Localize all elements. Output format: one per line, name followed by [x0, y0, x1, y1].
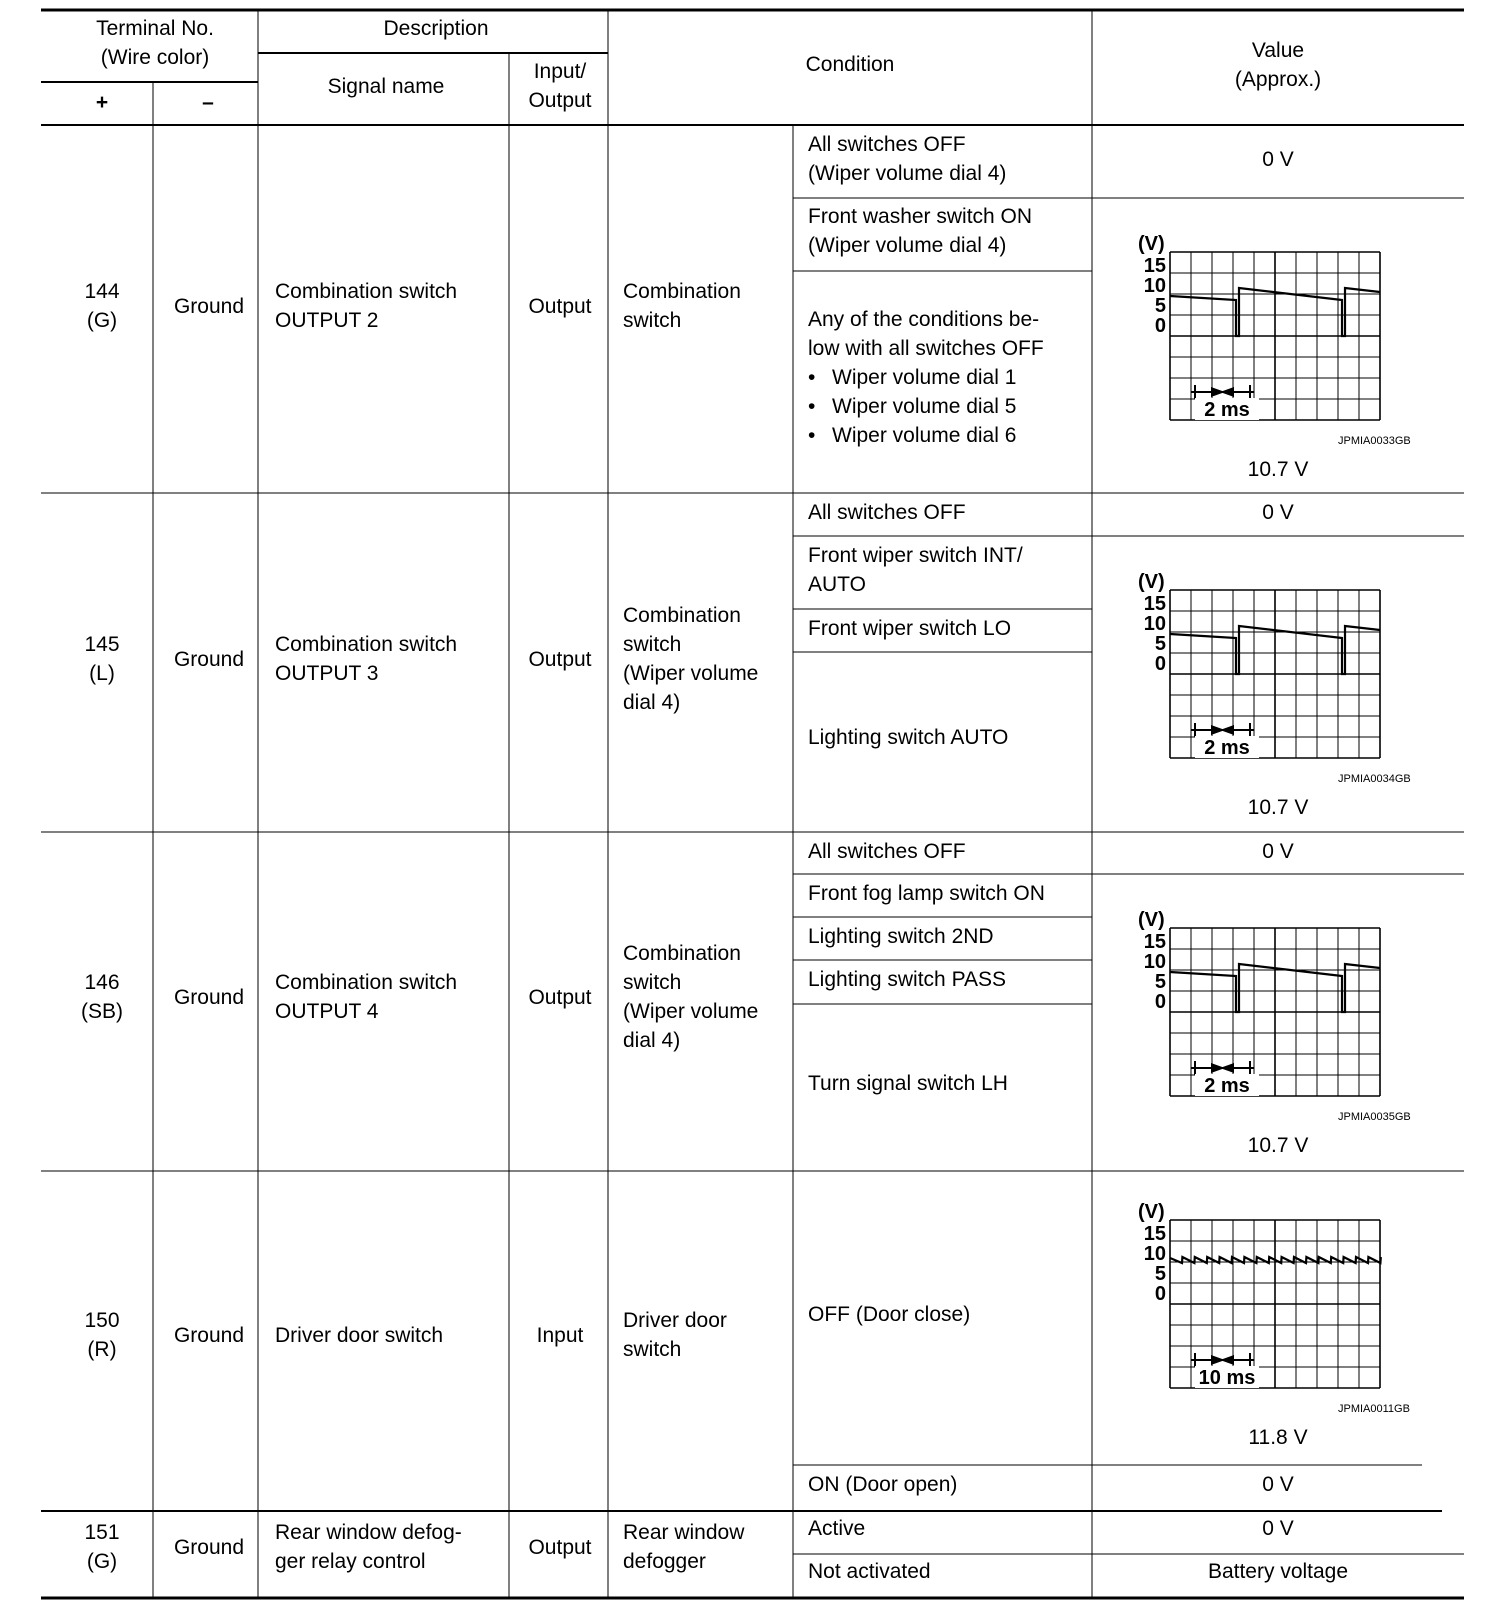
figure-code: JPMIA0035GB	[1338, 1111, 1411, 1123]
condition-main: Driver door	[623, 1309, 727, 1332]
scope-value: 10.7 V	[1247, 1134, 1309, 1157]
time-scale-label: 2 ms	[1204, 399, 1250, 421]
minus-terminal: Ground	[173, 1324, 245, 1347]
signal-name: ger relay control	[275, 1550, 426, 1573]
y-tick-label: 5	[1154, 1263, 1166, 1285]
condition-sub: Front washer switch ON	[808, 205, 1033, 228]
header-condition: Condition	[805, 53, 895, 76]
minus-terminal: Ground	[173, 648, 245, 671]
condition-sub: Any of the conditions be-	[808, 308, 1040, 331]
value-text: 0 V	[1262, 148, 1294, 171]
wire-color: (L)	[89, 662, 115, 685]
condition-main: dial 4)	[623, 1029, 681, 1052]
condition-main: (Wiper volume	[623, 1000, 759, 1023]
scope-value: 10.7 V	[1247, 458, 1309, 481]
condition-sub: Front wiper switch LO	[808, 617, 1012, 640]
condition-main: Combination	[623, 604, 741, 627]
y-unit-label: (V)	[1138, 1201, 1165, 1223]
condition-sub: Lighting switch AUTO	[808, 726, 1009, 749]
figure-code: JPMIA0033GB	[1338, 435, 1411, 447]
y-tick-label: 15	[1143, 1223, 1166, 1245]
condition-main: Rear window	[623, 1521, 745, 1544]
signal-name: OUTPUT 2	[275, 309, 379, 332]
y-tick-label: 10	[1143, 1243, 1166, 1265]
y-tick-label: 15	[1143, 593, 1166, 615]
time-scale-label: 2 ms	[1204, 1075, 1250, 1097]
oscilloscope-figure	[1138, 909, 1418, 1141]
header-input-line2: Output	[528, 89, 592, 112]
value-text: 0 V	[1262, 1473, 1294, 1496]
signal-name: Combination switch	[275, 971, 458, 994]
time-marker-arrow	[1220, 725, 1234, 735]
signal-name: OUTPUT 4	[275, 1000, 379, 1023]
condition-main: switch	[623, 309, 682, 332]
figure-code: JPMIA0034GB	[1338, 773, 1411, 785]
y-tick-label: 15	[1143, 931, 1166, 953]
condition-sub: (Wiper volume dial 4)	[808, 162, 1007, 185]
io-type: Input	[536, 1324, 584, 1347]
y-unit-label: (V)	[1138, 233, 1165, 255]
oscilloscope-figure	[1138, 571, 1418, 803]
header-plus: +	[95, 91, 109, 114]
y-tick-label: 10	[1143, 951, 1166, 973]
io-type: Output	[528, 648, 592, 671]
condition-sub: All switches OFF	[808, 501, 966, 524]
y-tick-label: 15	[1143, 255, 1166, 277]
signal-name: Combination switch	[275, 280, 458, 303]
time-scale-label: 10 ms	[1198, 1367, 1256, 1389]
condition-sub: OFF (Door close)	[808, 1303, 971, 1326]
oscilloscope-graph	[1138, 1201, 1418, 1428]
signal-name: Rear window defog-	[275, 1521, 462, 1544]
time-marker-arrow	[1220, 387, 1234, 397]
header-wire-color: (Wire color)	[100, 46, 210, 69]
header-value-line2: (Approx.)	[1234, 68, 1322, 91]
io-type: Output	[528, 1536, 592, 1559]
y-tick-label: 0	[1154, 991, 1166, 1013]
value-text: 0 V	[1262, 1517, 1294, 1540]
wire-color: (G)	[86, 309, 118, 332]
condition-sub: Active	[808, 1517, 866, 1540]
y-tick-label: 10	[1143, 275, 1166, 297]
condition-sub: All switches OFF	[808, 840, 966, 863]
y-tick-label: 0	[1154, 1283, 1166, 1305]
y-unit-label: (V)	[1138, 571, 1165, 593]
header-terminal-no: Terminal No.	[96, 17, 214, 40]
condition-sub: Not activated	[808, 1560, 931, 1583]
y-unit-label: (V)	[1138, 909, 1165, 931]
condition-sub: (Wiper volume dial 4)	[808, 234, 1007, 257]
oscilloscope-graph	[1138, 233, 1418, 460]
condition-sub: ON (Door open)	[808, 1473, 958, 1496]
condition-main: Combination	[623, 942, 741, 965]
wire-color: (R)	[87, 1338, 117, 1361]
condition-main: switch	[623, 971, 682, 994]
header-value-line1: Value	[1251, 39, 1305, 62]
oscilloscope-figure	[1138, 233, 1418, 465]
terminal-number: 145	[84, 633, 120, 656]
header-description: Description	[383, 17, 489, 40]
condition-bullet: • Wiper volume dial 5	[808, 392, 1016, 421]
condition-bullet: • Wiper volume dial 1	[808, 363, 1016, 392]
io-type: Output	[528, 295, 592, 318]
header-input-line1: Input/	[533, 60, 587, 83]
oscilloscope-graph	[1138, 571, 1418, 798]
y-tick-label: 5	[1154, 971, 1166, 993]
oscilloscope-figure	[1138, 1201, 1418, 1433]
minus-terminal: Ground	[173, 1536, 245, 1559]
wire-color: (SB)	[81, 1000, 123, 1023]
minus-terminal: Ground	[173, 986, 245, 1009]
header-signal-name: Signal name	[327, 75, 445, 98]
value-text: 0 V	[1262, 840, 1294, 863]
y-tick-label: 0	[1154, 315, 1166, 337]
wire-color: (G)	[86, 1550, 118, 1573]
minus-terminal: Ground	[173, 295, 245, 318]
y-tick-label: 0	[1154, 653, 1166, 675]
oscilloscope-graph	[1138, 909, 1418, 1136]
time-marker-arrow	[1220, 1355, 1234, 1365]
terminal-number: 151	[84, 1521, 120, 1544]
condition-sub: Lighting switch PASS	[808, 968, 1007, 991]
terminal-number: 150	[84, 1309, 120, 1332]
condition-sub: Lighting switch 2ND	[808, 925, 994, 948]
condition-main: switch	[623, 1338, 682, 1361]
condition-sub: Front fog lamp switch ON	[808, 882, 1045, 905]
condition-main: Combination	[623, 280, 741, 303]
y-tick-label: 10	[1143, 613, 1166, 635]
signal-name: Driver door switch	[275, 1324, 444, 1347]
condition-bullet: • Wiper volume dial 6	[808, 421, 1016, 450]
condition-sub: Turn signal switch LH	[808, 1072, 1008, 1095]
figure-code: JPMIA0011GB	[1338, 1403, 1410, 1415]
signal-name: OUTPUT 3	[275, 662, 379, 685]
value-text: Battery voltage	[1207, 1560, 1349, 1583]
io-type: Output	[528, 986, 592, 1009]
condition-main: switch	[623, 633, 682, 656]
signal-name: Combination switch	[275, 633, 458, 656]
condition-sub: Front wiper switch INT/	[808, 544, 1023, 567]
condition-main: defogger	[623, 1550, 706, 1573]
value-text: 0 V	[1262, 501, 1294, 524]
scope-value: 10.7 V	[1247, 796, 1309, 819]
y-tick-label: 5	[1154, 633, 1166, 655]
condition-main: (Wiper volume	[623, 662, 759, 685]
condition-sub: AUTO	[808, 573, 866, 596]
condition-sub: low with all switches OFF	[808, 337, 1044, 360]
time-scale-label: 2 ms	[1204, 737, 1250, 759]
terminal-number: 146	[84, 971, 120, 994]
y-tick-label: 5	[1154, 295, 1166, 317]
condition-main: dial 4)	[623, 691, 681, 714]
scope-value: 11.8 V	[1248, 1426, 1308, 1449]
header-minus: –	[202, 91, 214, 114]
terminal-number: 144	[84, 280, 120, 303]
time-marker-arrow	[1220, 1063, 1234, 1073]
condition-sub: All switches OFF	[808, 133, 966, 156]
